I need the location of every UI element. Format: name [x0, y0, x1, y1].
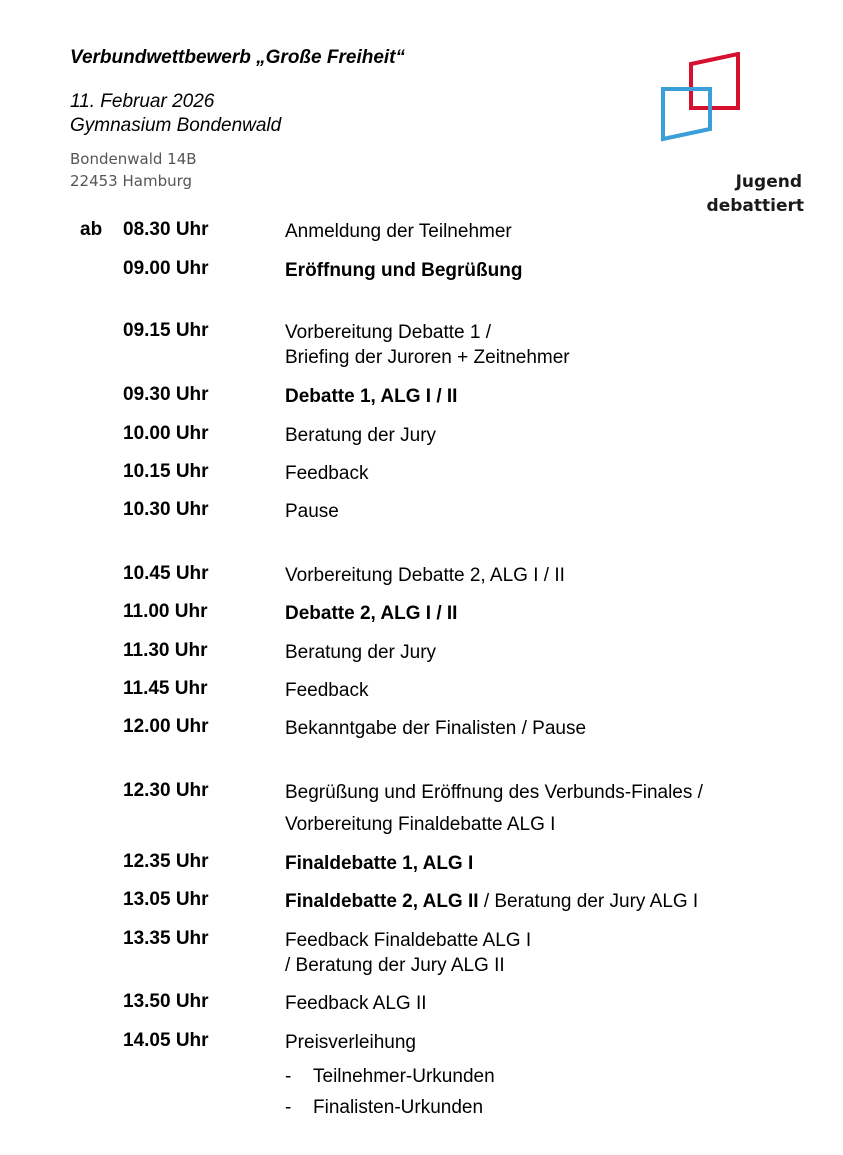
list-item-label: Finalisten-Urkunden — [313, 1097, 484, 1118]
address-street: Bondenwald 14B — [70, 150, 197, 168]
event-text: Vorbereitung Debatte 2, ALG I / II — [285, 565, 565, 586]
list-item — [285, 1092, 805, 1123]
bullet-marker: - — [285, 1066, 292, 1087]
logo-text-line1: Jugend — [735, 172, 802, 192]
time: 09.30 Uhr — [123, 384, 209, 405]
event-title: Verbundwettbewerb „Große Freiheit“ — [70, 47, 406, 68]
time: 10.15 Uhr — [123, 461, 209, 482]
event-text: Debatte 2, ALG I / II — [285, 603, 458, 624]
event-text: Feedback — [285, 680, 369, 701]
event-text: Beratung der Jury — [285, 425, 437, 446]
time: 13.05 Uhr — [123, 889, 209, 910]
event-text: Finaldebatte 1, ALG I — [285, 853, 474, 874]
time-prefix: ab — [80, 219, 103, 240]
time: 12.00 Uhr — [123, 716, 209, 737]
list-item-label: Teilnehmer-Urkunden — [313, 1066, 495, 1087]
logo-text-line2: debattiert — [706, 196, 804, 216]
time: 14.05 Uhr — [123, 1030, 209, 1051]
logo-blue-frame — [663, 89, 710, 139]
time: 12.35 Uhr — [123, 851, 209, 872]
time: 10.30 Uhr — [123, 499, 209, 520]
event-text: Pause — [285, 501, 339, 522]
list-item — [285, 1061, 805, 1092]
bullet-marker: - — [285, 1097, 292, 1118]
time: 11.45 Uhr — [123, 678, 208, 699]
time: 10.00 Uhr — [123, 423, 209, 444]
event-text: Beratung der Jury — [285, 642, 437, 663]
event-text: / Beratung der Jury ALG I — [478, 891, 699, 912]
time: 11.00 Uhr — [123, 601, 208, 622]
logo-frames-icon — [655, 52, 815, 142]
time: 08.30 Uhr — [123, 219, 209, 240]
time: 10.45 Uhr — [123, 563, 209, 584]
time: 09.00 Uhr — [123, 258, 209, 279]
jugend-debattiert-logo — [655, 52, 815, 216]
time: 11.30 Uhr — [123, 640, 208, 661]
logo-red-frame — [691, 54, 738, 108]
event-text: Bekanntgabe der Finalisten / Pause — [285, 718, 587, 739]
event-date: 11. Februar 2026 — [70, 91, 215, 112]
event-text: Feedback Finaldebatte ALG I — [285, 930, 532, 951]
event-venue: Gymnasium Bondenwald — [70, 115, 282, 136]
event-text: Briefing der Juroren + Zeitnehmer — [285, 347, 570, 368]
time: 09.15 Uhr — [123, 320, 209, 341]
event-text: Vorbereitung Finaldebatte ALG I — [285, 814, 556, 835]
event-text: Feedback — [285, 463, 369, 484]
event-text: Feedback ALG II — [285, 993, 427, 1014]
event-text: Debatte 1, ALG I / II — [285, 386, 458, 407]
award-list — [285, 1061, 805, 1123]
event-text: Vorbereitung Debatte 1 / — [285, 322, 491, 343]
event-text: Eröffnung und Begrüßung — [285, 260, 523, 281]
event-text: Anmeldung der Teilnehmer — [285, 221, 512, 242]
time: 13.50 Uhr — [123, 991, 209, 1012]
time: 13.35 Uhr — [123, 928, 209, 949]
event-text: Preisverleihung — [285, 1032, 416, 1053]
time: 12.30 Uhr — [123, 780, 209, 801]
event-text: Begrüßung und Eröffnung des Verbunds-Finales / — [285, 782, 703, 803]
event-text-bold: Finaldebatte 2, ALG II — [285, 891, 479, 912]
event-text: / Beratung der Jury ALG II — [285, 955, 505, 976]
address-city: 22453 Hamburg — [70, 172, 193, 190]
